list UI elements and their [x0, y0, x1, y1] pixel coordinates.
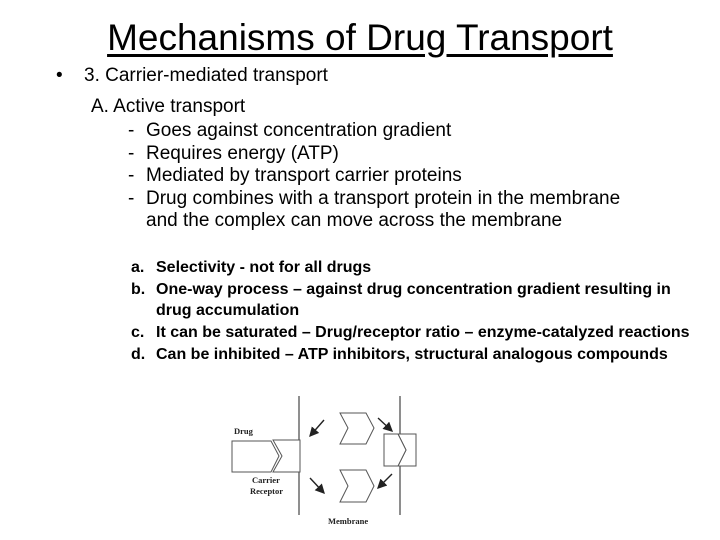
bullet-dot: • [56, 65, 63, 86]
lettered-text: One-way process – against drug concentration gradient resulting in drug accumulation [156, 280, 671, 320]
arrow-icon [310, 478, 324, 493]
lettered-item [131, 322, 696, 344]
carrier-transport-figure [228, 390, 428, 535]
lettered-item [131, 257, 696, 279]
lettered-marker: d. [131, 345, 146, 363]
lettered-item [131, 279, 696, 322]
arrow-icon [378, 474, 392, 488]
membrane-label: Membrane [328, 516, 369, 526]
lettered-text: It can be saturated – Drug/receptor ratio – enzyme-catalyzed reactions [156, 324, 690, 342]
dash-item-text: Goes against concentration gradient [146, 120, 452, 141]
dash-item: - Requires energy (ATP) [128, 143, 636, 166]
active-transport-heading: A. Active transport [91, 96, 246, 117]
dash-item: - Goes against concentration gradient [128, 120, 636, 143]
lettered-item [131, 344, 696, 366]
main-bullet-text: 3. Carrier-mediated transport [84, 65, 328, 86]
dash-item-text: Drug combines with a transport protein in the membrane and the complex can move across the membrane [146, 187, 621, 231]
arrow-icon [310, 420, 324, 436]
lettered-text: Can be inhibited – ATP inhibitors, structural analogous compounds [156, 345, 668, 363]
lettered-text: Selectivity - not for all drugs [156, 259, 372, 276]
carrier-top-shape [340, 413, 374, 444]
dash-item: - Mediated by transport carrier proteins [128, 165, 636, 188]
drug-label: Drug [234, 426, 253, 436]
dash-item-text: Mediated by transport carrier proteins [146, 165, 462, 186]
lettered-marker: c. [131, 324, 145, 342]
dash-item-text: Requires energy (ATP) [146, 142, 339, 164]
main-bullet [56, 64, 328, 88]
dash-list [128, 120, 636, 233]
receptor-label: Receptor [250, 486, 284, 496]
carrier-bottom-shape [340, 470, 374, 502]
slide-title: Mechanisms of Drug Transport [107, 17, 613, 58]
carrier-transport-diagram [228, 390, 428, 535]
arrow-icon [378, 418, 392, 431]
lettered-marker: b. [131, 280, 146, 298]
lettered-list [131, 257, 696, 366]
lettered-marker: a. [131, 259, 145, 276]
carrier-label: Carrier [252, 475, 280, 485]
dash-item: - Drug combines with a transport protein in the membrane and the complex can move across the membrane [128, 188, 636, 233]
drug-shape [232, 441, 279, 472]
